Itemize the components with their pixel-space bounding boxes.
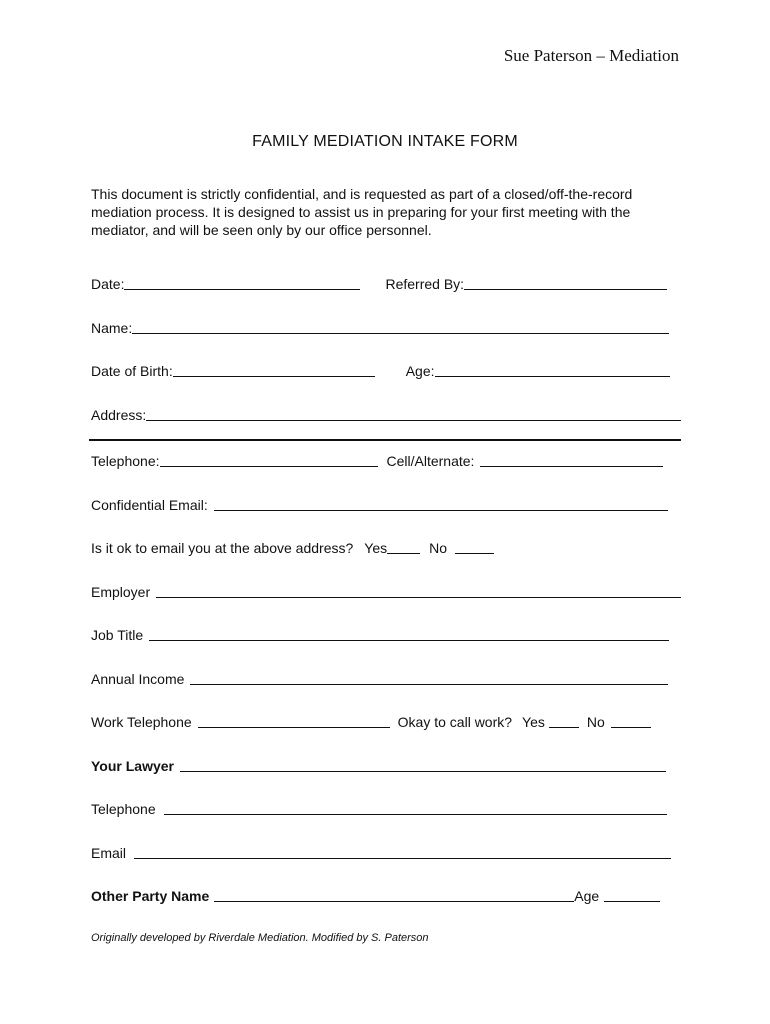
row-other-party: [91, 884, 681, 904]
email-ok-no-field[interactable]: [455, 538, 494, 554]
conf-email-label: Confidential Email:: [91, 497, 208, 513]
lawyer-telephone-field[interactable]: [164, 799, 667, 815]
telephone-label: Telephone:: [91, 453, 160, 469]
row-employer: [91, 580, 681, 600]
date-label: Date:: [91, 276, 125, 292]
your-lawyer-label: Your Lawyer: [91, 758, 174, 774]
other-party-age-label: Age: [574, 888, 600, 904]
name-label: Name:: [91, 320, 133, 336]
form-title: FAMILY MEDIATION INTAKE FORM: [252, 133, 518, 150]
email-ok-yes-field[interactable]: [387, 538, 420, 554]
email-ok-question: Is it ok to email you at the above address?: [91, 540, 354, 556]
call-work-no-label: No: [586, 714, 605, 730]
row-telephone-cell: [91, 449, 681, 469]
employer-field[interactable]: [156, 582, 681, 598]
address-second-line[interactable]: [89, 439, 681, 441]
call-work-question: Okay to call work?: [397, 714, 513, 730]
row-dob-age: [91, 359, 681, 379]
cell-field[interactable]: [480, 451, 663, 467]
dob-field[interactable]: [173, 361, 375, 377]
lawyer-email-field[interactable]: [134, 843, 671, 859]
telephone-field[interactable]: [160, 451, 378, 467]
email-ok-no-label: No: [429, 540, 448, 556]
referred-by-label: Referred By:: [385, 276, 465, 292]
other-party-age-field[interactable]: [604, 886, 660, 902]
your-lawyer-field[interactable]: [180, 756, 666, 772]
work-telephone-label: Work Telephone: [91, 714, 192, 730]
age-label: Age:: [405, 363, 435, 379]
lawyer-telephone-label: Telephone: [91, 801, 156, 817]
call-work-yes-label: Yes: [522, 714, 545, 730]
cell-label: Cell/Alternate:: [386, 453, 475, 469]
footer-note: Originally developed by Riverdale Mediation. Modified by S. Paterson: [91, 932, 429, 944]
name-field[interactable]: [132, 318, 669, 334]
job-title-label: Job Title: [91, 627, 144, 643]
org-header: Sue Paterson – Mediation: [503, 46, 679, 65]
call-work-yes-field[interactable]: [549, 712, 579, 728]
row-email-ok: [91, 536, 681, 556]
dob-label: Date of Birth:: [91, 363, 173, 379]
other-party-label: Other Party Name: [91, 888, 210, 904]
referred-by-field[interactable]: [464, 274, 667, 290]
row-date-referred: [91, 272, 681, 292]
conf-email-field[interactable]: [214, 495, 668, 511]
intro-paragraph: This document is strictly confidential, and is requested as part of a closed/off-the-record mediation process. It is designed to assist us in preparing for your first meeting with the mediator, and will be seen only by our office personnel.: [91, 186, 633, 238]
email-ok-yes-label: Yes: [364, 540, 388, 556]
row-your-lawyer: [91, 754, 681, 774]
age-field[interactable]: [435, 361, 670, 377]
row-work-telephone: [91, 710, 681, 730]
row-lawyer-email: [91, 841, 681, 861]
lawyer-email-label: Email: [91, 845, 127, 861]
job-title-field[interactable]: [149, 625, 669, 641]
row-conf-email: [91, 493, 681, 513]
row-lawyer-telephone: [91, 797, 681, 817]
address-field[interactable]: [146, 405, 681, 421]
row-annual-income: [91, 667, 681, 687]
work-telephone-field[interactable]: [198, 712, 390, 728]
date-field[interactable]: [124, 274, 360, 290]
row-name: [91, 316, 681, 336]
row-address: [91, 403, 681, 423]
row-job-title: [91, 623, 681, 643]
annual-income-label: Annual Income: [91, 671, 185, 687]
annual-income-field[interactable]: [190, 669, 668, 685]
other-party-field[interactable]: [214, 886, 574, 902]
call-work-no-field[interactable]: [611, 712, 651, 728]
address-label: Address:: [91, 407, 147, 423]
employer-label: Employer: [91, 584, 151, 600]
